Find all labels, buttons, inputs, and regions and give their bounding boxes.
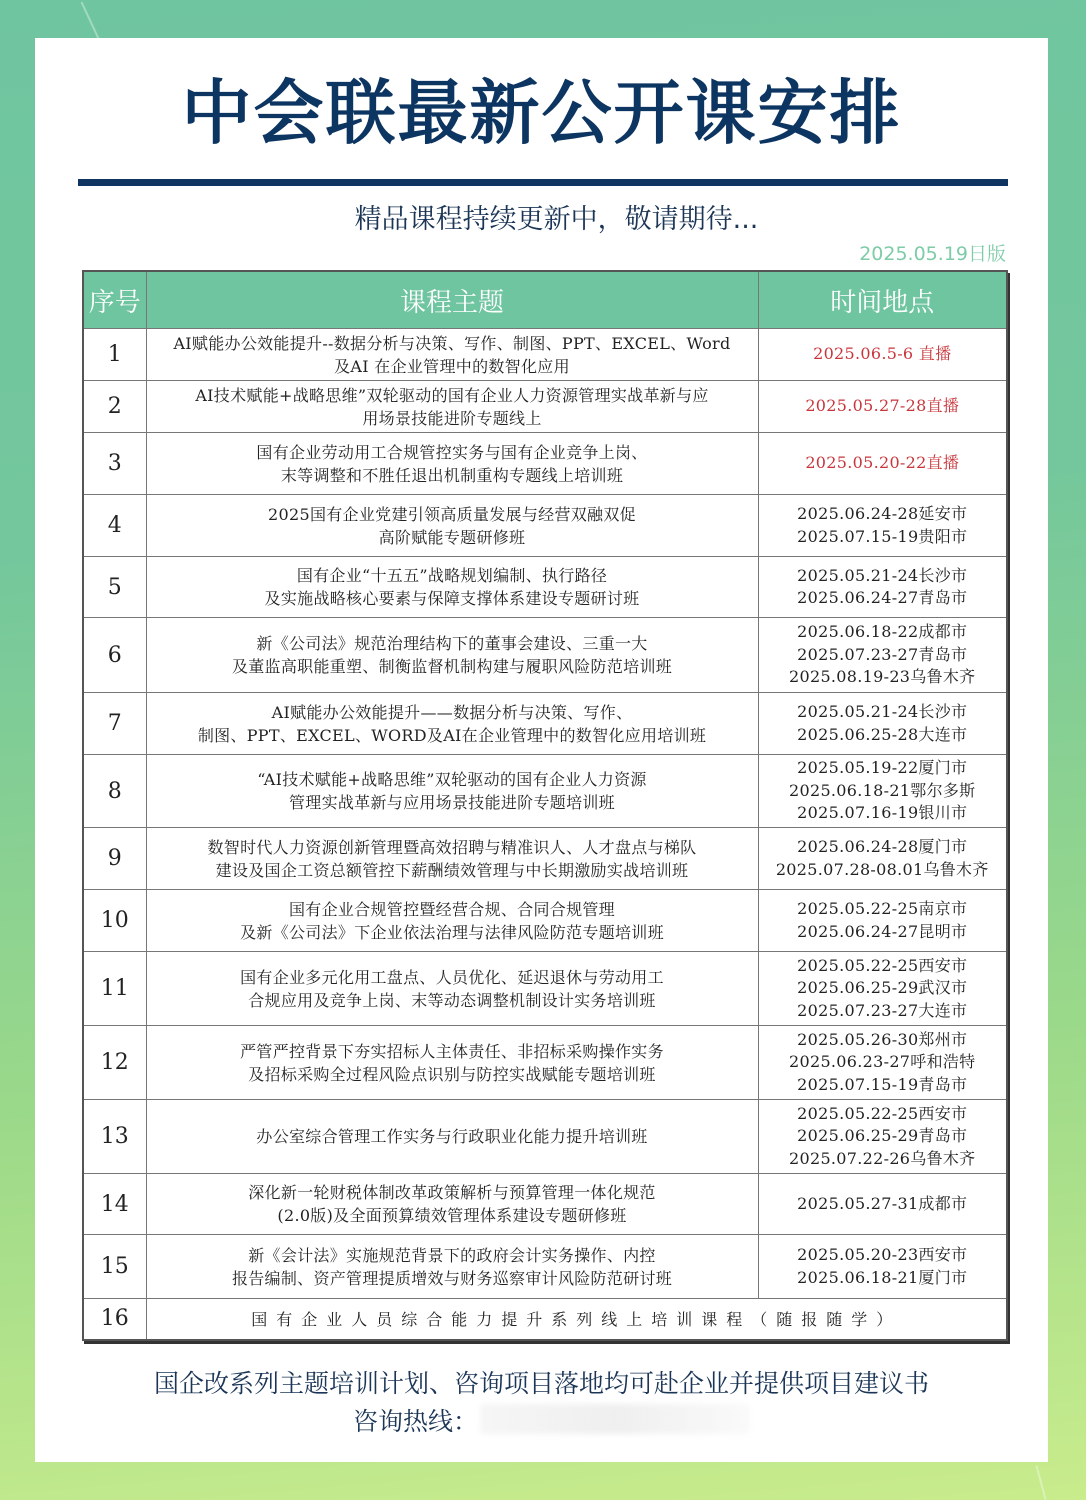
footer-note: 国企改系列主题培训计划、咨询项目落地均可赴企业并提供项目建议书 [153, 1369, 929, 1398]
course-topic-line: 合规应用及竞争上岗、末等动态调整机制设计实务培训班 [248, 990, 656, 1010]
course-topic-line: 办公室综合管理工作实务与行政职业化能力提升培训班 [256, 1127, 648, 1146]
row-number: 8 [83, 755, 146, 828]
session-date-location: 2025.07.15-19贵阳市 [797, 526, 968, 546]
background-streak [1036, 1465, 1047, 1499]
course-topic-line: 严管严控背景下夯实招标人主体责任、非招标采购操作实务 [240, 1041, 664, 1061]
course-topic [146, 693, 758, 755]
session-date-location: 2025.05.22-25西安市 [797, 1103, 968, 1123]
session-dates [758, 618, 1007, 693]
course-topic [146, 1235, 758, 1299]
row-number: 9 [83, 828, 146, 890]
session-date-location: 2025.05.20-23西安市 [797, 1245, 968, 1264]
table-row [83, 495, 1007, 557]
session-date-location: 2025.05.26-30郑州市 [797, 1029, 968, 1049]
session-date-location: 2025.05.20-22直播 [805, 453, 960, 473]
session-date-location: 2025.07.28-08.01乌鲁木齐 [775, 859, 989, 879]
session-dates [758, 828, 1007, 890]
course-topic-line: 及新《公司法》下企业依法治理与法律风险防范专题培训班 [240, 922, 664, 942]
session-date-location: 2025.06.24-28厦门市 [797, 837, 968, 856]
row-number: 11 [83, 952, 146, 1026]
session-date-location: 2025.05.27-28直播 [805, 396, 960, 416]
session-dates [758, 1235, 1007, 1299]
course-topic-line: 用场景技能进阶专题线上 [362, 408, 542, 428]
course-topic-line: 报告编制、资产管理提质增效与财务巡察审计风险防范研讨班 [231, 1268, 673, 1288]
title-divider [78, 179, 1008, 186]
table-row [83, 329, 1007, 381]
course-topic-line: 数智时代人力资源创新管理暨高效招聘与精准识人、人才盘点与梯队 [207, 837, 697, 857]
session-dates [758, 495, 1007, 557]
course-topic-line: AI赋能办公效能提升——数据分析与决策、写作、 [271, 702, 633, 722]
course-topic-line: “AI技术赋能+战略思维”双轮驱动的国有企业人力资源 [257, 770, 647, 789]
session-date-location: 2025.06.24-27青岛市 [797, 588, 968, 607]
session-date-location: 2025.05.19-22厦门市 [797, 758, 968, 778]
hotline-number-redacted [480, 1404, 750, 1434]
course-topic-line: 及招标采购全过程风险点识别与防控实战赋能专题培训班 [248, 1064, 656, 1084]
course-topic-line: AI赋能办公效能提升--数据分析与决策、写作、制图、PPT、EXCEL、Word [173, 333, 731, 353]
session-date-location: 2025.07.15-19青岛市 [797, 1074, 968, 1094]
session-date-location: 2025.07.23-27大连市 [797, 1000, 968, 1020]
session-date-location: 2025.07.23-27青岛市 [797, 644, 968, 664]
table-row [83, 1174, 1007, 1235]
table-row [83, 828, 1007, 890]
row-number: 1 [83, 329, 146, 381]
row-number: 2 [83, 381, 146, 433]
course-topic-line: AI技术赋能+战略思维”双轮驱动的国有企业人力资源管理实战革新与应 [195, 385, 709, 405]
hotline-label: 咨询热线： [353, 1407, 479, 1436]
table-row [83, 952, 1007, 1026]
live-broadcast-date [758, 381, 1007, 433]
course-topic-line: 末等调整和不胜任退出机制重构专题线上培训班 [280, 465, 624, 485]
course-topic [146, 495, 758, 557]
session-dates [758, 755, 1007, 828]
table-row [83, 890, 1007, 952]
row-number: 12 [83, 1026, 146, 1100]
subtitle: 精品课程持续更新中，敬请期待... [354, 204, 759, 235]
session-dates [758, 1026, 1007, 1100]
course-topic-line: 2025国有企业党建引领高质量发展与经营双融双促 [268, 504, 636, 524]
session-date-location: 2025.07.22-26乌鲁木齐 [789, 1148, 976, 1168]
session-date-location: 2025.06.24-27昆明市 [797, 921, 968, 941]
row-number: 7 [83, 693, 146, 755]
table-row [83, 433, 1007, 495]
session-date-location: 2025.05.21-24长沙市 [797, 565, 968, 585]
session-date-location: 2025.06.18-21鄂尔多斯 [789, 780, 976, 800]
course-topic [146, 381, 758, 433]
course-topic-line: 新《会计法》实施规范背景下的政府会计实务操作、内控 [248, 1245, 656, 1265]
course-schedule-table [82, 270, 1008, 1341]
table-row [83, 1235, 1007, 1299]
course-topic [146, 433, 758, 495]
column-header-time-place: 时间地点 [758, 271, 1007, 329]
session-date-location: 2025.06.25-29武汉市 [797, 978, 968, 998]
course-topic-line: 国有企业多元化用工盘点、人员优化、延迟退休与劳动用工 [240, 967, 664, 987]
table-header-row [83, 271, 1007, 329]
session-dates [758, 693, 1007, 755]
table-row [83, 618, 1007, 693]
session-dates [758, 890, 1007, 952]
online-series-topic: 国有企业人员综合能力提升系列线上培训课程（随报随学） [146, 1299, 1007, 1340]
session-dates [758, 557, 1007, 618]
course-topic-line: 新《公司法》规范治理结构下的董事会建设、三重一大 [256, 634, 648, 653]
course-topic [146, 828, 758, 890]
session-date-location: 2025.05.22-25西安市 [797, 955, 968, 975]
session-date-location: 2025.06.18-21厦门市 [797, 1267, 968, 1287]
table-row [83, 693, 1007, 755]
course-topic-line: (2.0版)及全面预算绩效管理体系建设专题研修班 [277, 1206, 627, 1225]
course-topic-line: 深化新一轮财税体制改革政策解析与预算管理一体化规范 [248, 1183, 656, 1202]
table-row [83, 1100, 1007, 1174]
row-number: 13 [83, 1100, 146, 1174]
row-number: 15 [83, 1235, 146, 1299]
session-date-location: 2025.05.21-24长沙市 [797, 702, 968, 721]
table-row [83, 1026, 1007, 1100]
session-date-location: 2025.08.19-23乌鲁木齐 [789, 667, 976, 687]
live-broadcast-date [758, 433, 1007, 495]
table-row [83, 755, 1007, 828]
row-number: 4 [83, 495, 146, 557]
column-header-number: 序号 [83, 271, 146, 329]
course-topic-line: 及实施战略核心要素与保障支撑体系建设专题研讨班 [264, 589, 640, 608]
row-number: 16 [83, 1299, 146, 1340]
course-topic [146, 952, 758, 1026]
session-dates [758, 1100, 1007, 1174]
course-topic [146, 1100, 758, 1174]
page-title: 中会联最新公开课安排 [181, 72, 902, 154]
course-topic-line: 高阶赋能专题研修班 [378, 527, 526, 547]
session-dates [758, 952, 1007, 1026]
column-header-topic: 课程主题 [146, 271, 758, 329]
session-date-location: 2025.06.5-6 直播 [813, 344, 952, 364]
course-topic-line: 国有企业合规管控暨经营合规、合同合规管理 [288, 899, 615, 919]
session-date-location: 2025.06.23-27呼和浩特 [789, 1052, 976, 1072]
table-row [83, 381, 1007, 433]
course-topic-line: 国有企业“十五五”战略规划编制、执行路径 [296, 566, 608, 585]
session-date-location: 2025.05.22-25南京市 [797, 899, 968, 918]
row-number: 6 [83, 618, 146, 693]
session-date-location: 2025.06.25-29青岛市 [797, 1126, 968, 1146]
course-topic-line: 国有企业劳动用工合规管控实务与国有企业竞争上岗、 [256, 442, 648, 462]
course-topic [146, 755, 758, 828]
course-topic [146, 1174, 758, 1235]
poster-panel [35, 38, 1048, 1462]
table-row-online-series [83, 1299, 1007, 1340]
row-number: 5 [83, 557, 146, 618]
course-topic-line: 管理实战革新与应用场景技能进阶专题培训班 [288, 793, 615, 812]
course-topic-line: 制图、PPT、EXCEL、WORD及AI在企业管理中的数智化应用培训班 [197, 725, 707, 745]
course-topic [146, 890, 758, 952]
session-date-location: 2025.07.16-19银川市 [797, 803, 968, 823]
version-label: 2025.05.19日版 [859, 243, 1006, 265]
live-broadcast-date [758, 329, 1007, 381]
course-topic [146, 618, 758, 693]
course-topic-line: 建设及国企工资总额管控下薪酬绩效管理与中长期激励实战培训班 [215, 860, 689, 880]
course-topic-line: 及AI 在企业管理中的数智化应用 [334, 356, 570, 376]
table-row [83, 557, 1007, 618]
row-number: 3 [83, 433, 146, 495]
row-number: 14 [83, 1174, 146, 1235]
course-topic [146, 1026, 758, 1100]
session-date-location: 2025.06.24-28延安市 [797, 504, 968, 523]
session-date-location: 2025.06.18-22成都市 [797, 622, 968, 642]
course-topic-line: 及董监高职能重塑、制衡监督机制构建与履职风险防范培训班 [231, 657, 673, 676]
session-dates [758, 1174, 1007, 1235]
course-topic [146, 557, 758, 618]
row-number: 10 [83, 890, 146, 952]
session-date-location: 2025.06.25-28大连市 [797, 724, 968, 744]
table-body [83, 329, 1007, 1299]
course-topic [146, 329, 758, 381]
session-date-location: 2025.05.27-31成都市 [797, 1193, 968, 1213]
